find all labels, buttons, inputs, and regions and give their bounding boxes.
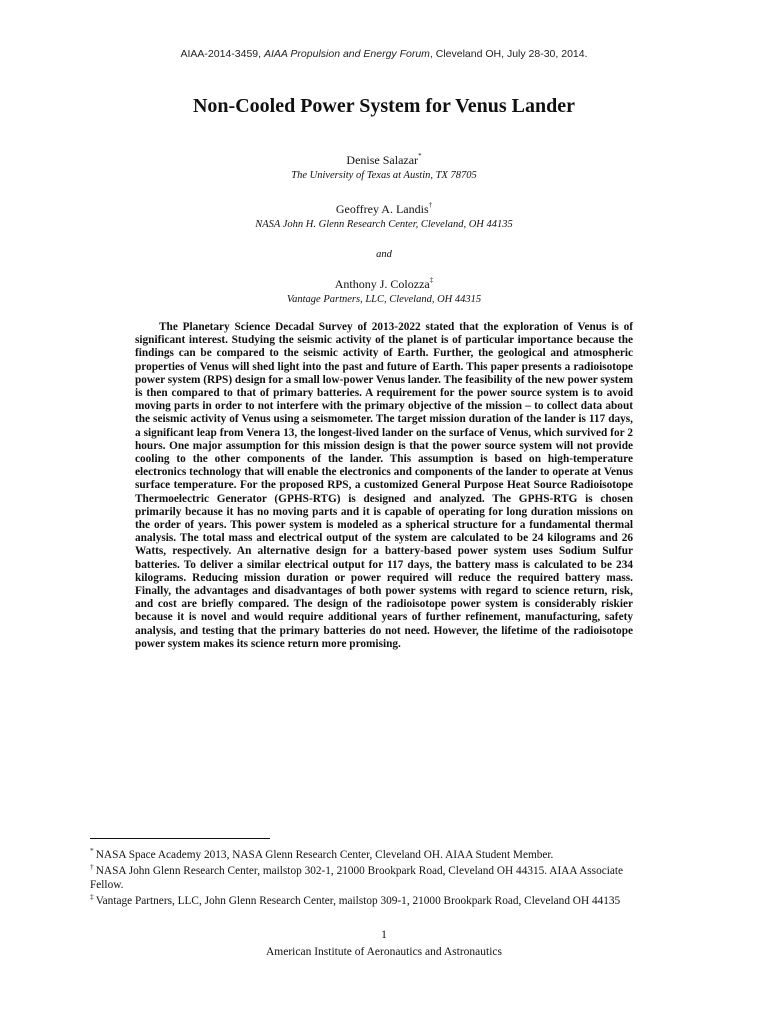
footnote-2 xyxy=(90,864,650,892)
conference-name: AIAA Propulsion and Energy Forum xyxy=(263,48,430,60)
author-name: Anthony J. Colozza xyxy=(334,277,430,291)
author-3-affiliation: Vantage Partners, LLC, Cleveland, OH 44315 xyxy=(286,294,482,305)
running-header xyxy=(0,48,768,60)
footnote-mark: ‡ xyxy=(90,892,94,901)
footnote-1 xyxy=(90,848,650,862)
footnote-text: NASA John Glenn Research Center, mailstop 302-1, 21000 Brookpark Road, Cleveland OH 44315. AIAA Associate Fellow. xyxy=(90,865,624,891)
author-name: Denise Salazar xyxy=(346,153,419,167)
conference-location-date: , Cleveland OH, July 28-30, 2014. xyxy=(429,48,588,60)
author-2-affiliation: NASA John H. Glenn Research Center, Cleveland, OH 44135 xyxy=(255,219,513,230)
author-mark: * xyxy=(418,152,422,160)
footnote-text: NASA Space Academy 2013, NASA Glenn Research Center, Cleveland OH. AIAA Student Member. xyxy=(95,849,554,861)
author-mark: † xyxy=(428,201,433,209)
author-1 xyxy=(0,153,768,168)
author-2 xyxy=(0,202,768,217)
paper-id: AIAA-2014-3459, xyxy=(180,48,262,60)
footnote-mark: * xyxy=(90,846,94,855)
paper-title: Non-Cooled Power System for Venus Lander xyxy=(192,95,576,117)
author-name: Geoffrey A. Landis xyxy=(335,202,429,216)
abstract: The Planetary Science Decadal Survey of 2013-2022 stated that the exploration of Venus is of significant interest. Studying the seismic activity of the planet is of particular importance because the findings can be compared to the seismic activity of Earth. Further, the geological and atmospheric properties of Venus will shed light into the past and future of Earth. This paper presents a radioisotope power system (RPS) design for a small low-power Venus lander. The feasibility of the new power system is then compared to that of primary batteries. A requirement for the power source system is to avoid moving parts in order to not interfere with the primary objective of the mission – to collect data about the seismic activity of Venus using a seismometer. The target mission duration of the lander is 117 days, a significant leap from Venera 13, the longest-lived lander on the surface of Venus, which survived for 2 hours. One major assumption for this mission design is that the power source system will not provide cooling to the other components of the lander. This assumption is based on high-temperature electronics technology that will enable the electronics and components of the lander to operate at Venus surface temperature. For the proposed RPS, a customized General Purpose Heat Source Radioisotope Thermoelectric Generator (GPHS-RTG) is designed and analyzed. The GPHS-RTG is chosen primarily because it has no moving parts and it is capable of operating for long duration missions on the order of years. This power system is modeled as a spherical structure for a fundamental thermal analysis. The total mass and electrical output of the system are calculated to be 24 kilograms and 26 Watts, respectively. An alternative design for a battery-based power system uses Sodium Sulfur batteries. To deliver a similar electrical output for 117 days, the battery mass is calculated to be 234 kilograms. Reducing mission duration or power required will reduce the required battery mass. Finally, the advantages and disadvantages of both power systems with regard to science return, risk, and cost are briefly compared. The design of the radioisotope power system is considerably riskier because it is novel and would require additional years of further refinement, manufacturing, safety analysis, and testing that the primary batteries do not need. However, the lifetime of the radioisotope power system makes its science return more promising. xyxy=(135,321,633,650)
footnote-divider xyxy=(90,838,270,839)
and-separator: and xyxy=(376,249,392,260)
footnotes xyxy=(90,848,650,910)
author-1-affiliation: The University of Texas at Austin, TX 78705 xyxy=(291,170,477,181)
author-mark: ‡ xyxy=(429,276,434,284)
page-number: 1 xyxy=(381,929,387,941)
footnote-mark: † xyxy=(90,862,94,871)
footer-organization: American Institute of Aeronautics and Astronautics xyxy=(265,946,502,958)
footnote-text: Vantage Partners, LLC, John Glenn Research Center, mailstop 309-1, 21000 Brookpark Road, Cleveland OH 44135 xyxy=(95,895,621,907)
author-3 xyxy=(0,277,768,292)
footnote-3 xyxy=(90,894,650,908)
